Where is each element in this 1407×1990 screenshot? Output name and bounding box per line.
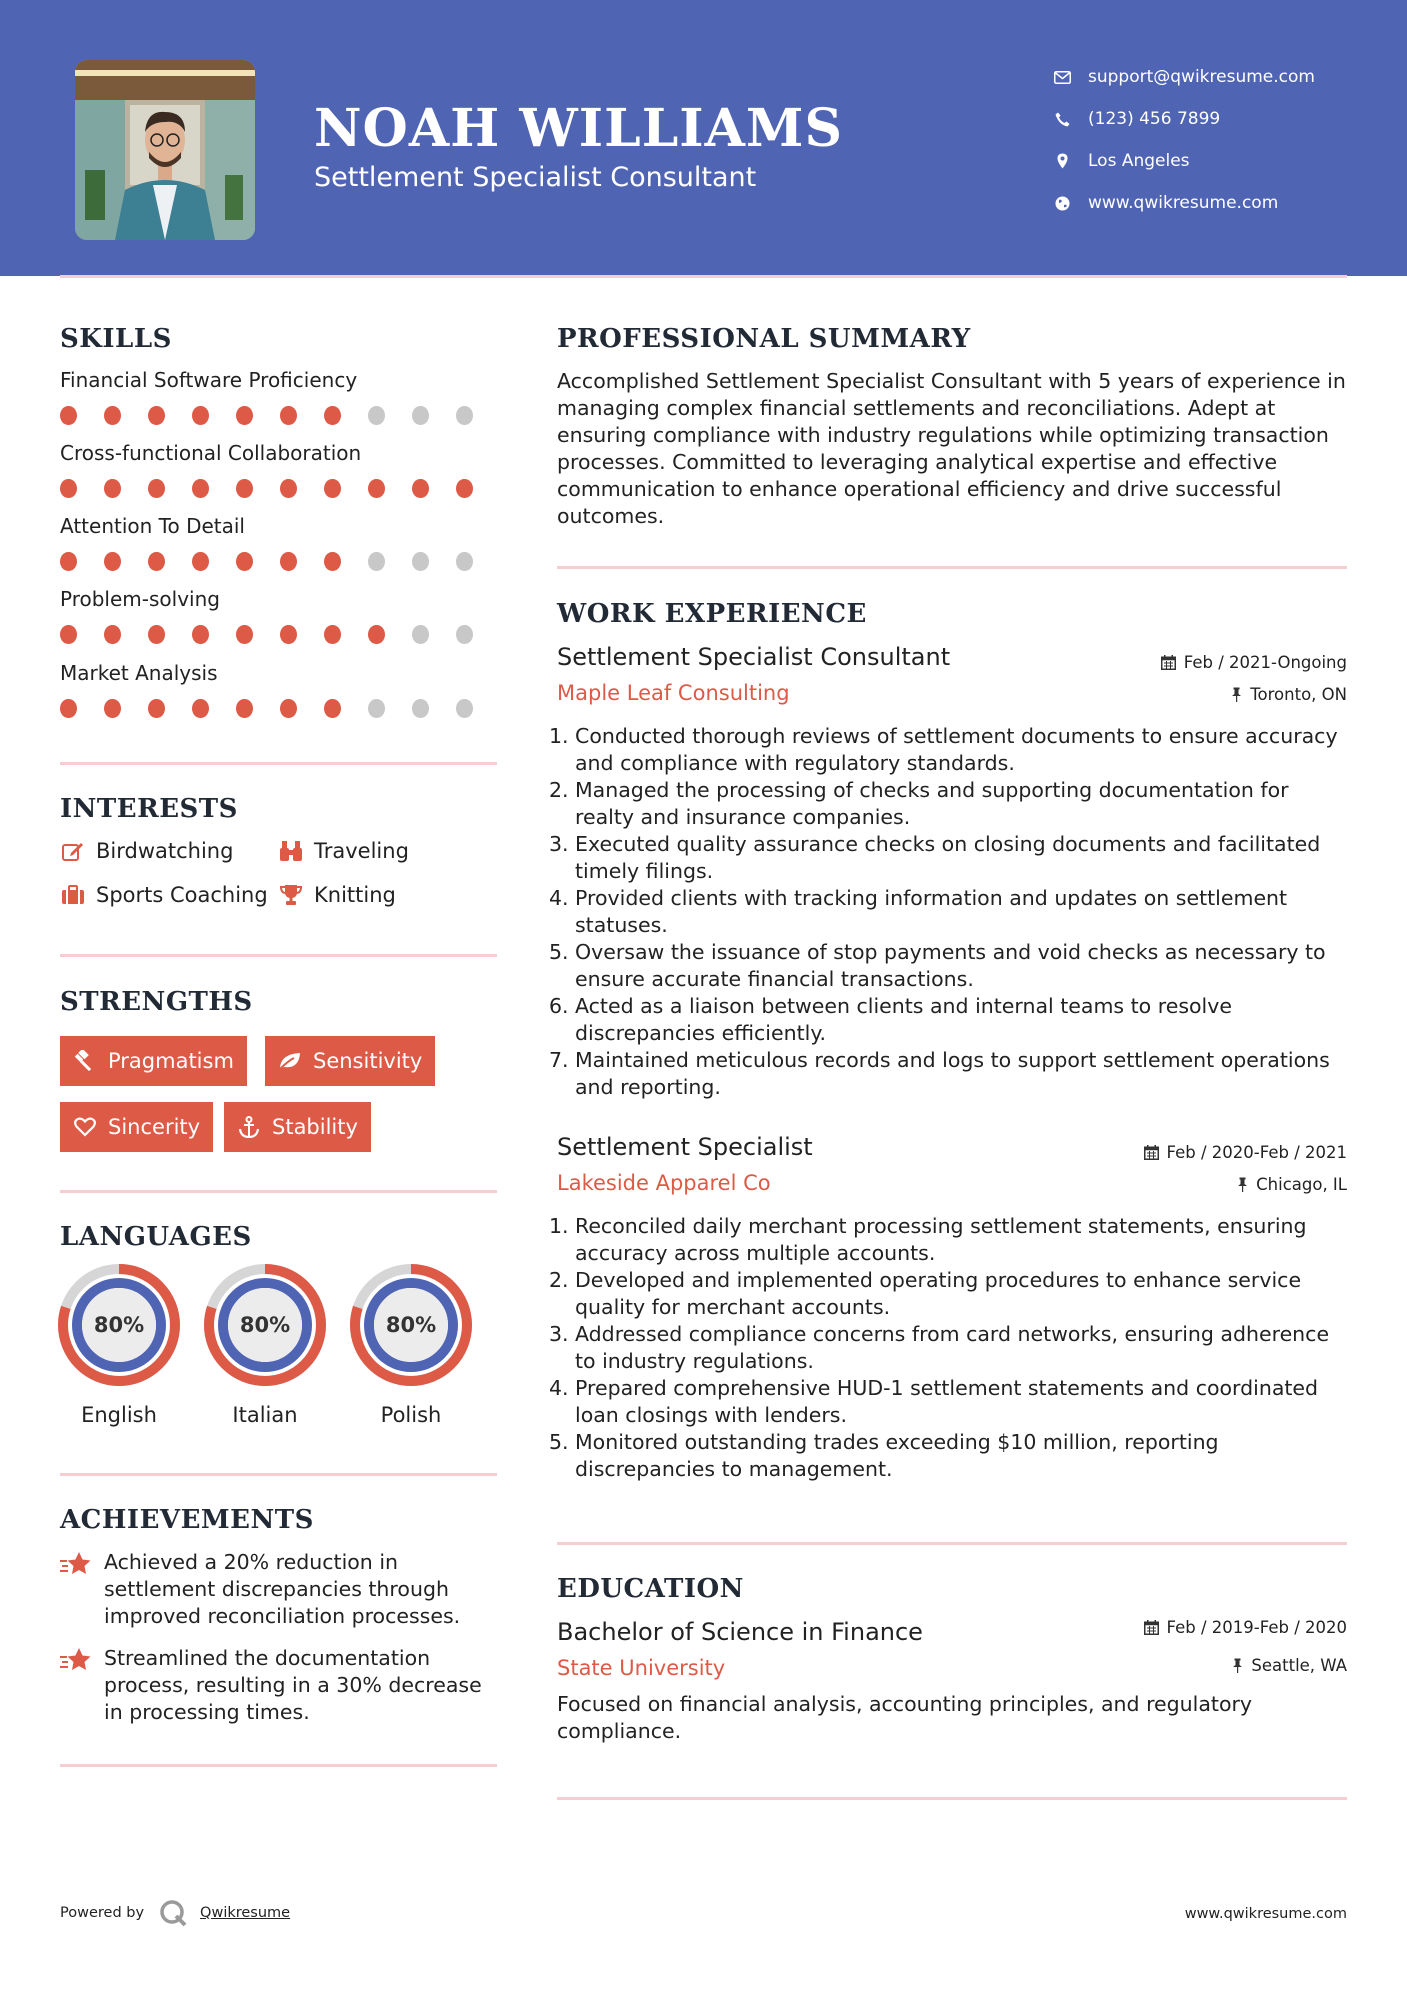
achievement-item	[60, 1645, 500, 1726]
anchor-icon	[236, 1116, 262, 1138]
skill-name: Problem-solving	[60, 587, 220, 611]
skill-name: Market Analysis	[60, 661, 218, 685]
skill-name: Financial Software Proficiency	[60, 368, 358, 392]
achievement-item	[60, 1549, 500, 1630]
contact-location-text: Los Angeles	[1088, 151, 1190, 171]
rating-dot-empty	[456, 699, 473, 718]
gavel-icon	[72, 1050, 98, 1072]
rating-dot-filled	[280, 552, 297, 571]
strength-label: Stability	[272, 1115, 358, 1139]
rating-dot-filled	[192, 406, 209, 425]
language-item	[203, 1263, 327, 1427]
interests-heading: INTERESTS	[60, 794, 238, 824]
language-percent: 80%	[385, 1313, 437, 1337]
duty-item: 4. Prepared comprehensive HUD-1 settlement statements and coordinated loan closings with lenders.	[549, 1376, 1319, 1427]
strength-tag	[224, 1102, 371, 1152]
skill-rating	[60, 479, 500, 498]
candidate-title: Settlement Specialist Consultant	[314, 162, 757, 193]
star-icon	[60, 1551, 92, 1630]
rating-dot-filled	[236, 406, 253, 425]
skill-item	[60, 661, 500, 718]
achievement-text: Achieved a 20% reduction in settlement discrepancies through improved reconciliation processes.	[104, 1550, 461, 1628]
envelope-icon	[1050, 71, 1074, 84]
school-name: State University	[557, 1656, 726, 1680]
rating-dot-empty	[368, 552, 385, 571]
qwikresume-link[interactable]: Qwikresume	[200, 1905, 291, 1921]
job-dates	[1161, 653, 1347, 672]
education-dates	[1144, 1618, 1347, 1637]
interest-label: Birdwatching	[96, 839, 234, 863]
skill-rating	[60, 552, 500, 571]
strength-tag	[60, 1102, 213, 1152]
education-location	[1232, 1656, 1347, 1675]
rating-dot-filled	[60, 479, 77, 498]
job-dates	[1144, 1143, 1347, 1162]
skills-divider	[60, 762, 497, 765]
rating-dot-filled	[148, 406, 165, 425]
rating-dot-filled	[368, 625, 385, 644]
rating-dot-empty	[412, 406, 429, 425]
calendar-icon	[1144, 1620, 1159, 1635]
duty-item: 7. Maintained meticulous records and logs to support settlement operations and reporting.	[549, 1048, 1330, 1099]
education-heading: EDUCATION	[557, 1574, 744, 1604]
skill-name: Attention To Detail	[60, 514, 245, 538]
summary-divider	[557, 566, 1347, 569]
strength-label: Sincerity	[108, 1115, 201, 1139]
strength-label: Sensitivity	[313, 1049, 423, 1073]
rating-dot-empty	[412, 552, 429, 571]
rating-dot-empty	[456, 406, 473, 425]
language-name: English	[81, 1403, 157, 1427]
resume-header	[0, 0, 1407, 276]
star-icon	[60, 1647, 92, 1726]
skill-item	[60, 441, 500, 498]
interest-label: Sports Coaching	[96, 883, 268, 907]
qwikresume-logo-icon	[158, 1898, 188, 1928]
job-location-text: Chicago, IL	[1256, 1175, 1347, 1194]
degree-title: Bachelor of Science in Finance	[557, 1618, 923, 1646]
contact-phone[interactable]	[1050, 98, 1315, 140]
rating-dot-filled	[280, 625, 297, 644]
rating-dot-filled	[60, 552, 77, 571]
language-ring	[349, 1263, 473, 1387]
duty-item: 2. Managed the processing of checks and supporting documentation for realty and insurance companies.	[549, 778, 1289, 829]
rating-dot-filled	[192, 699, 209, 718]
footer-powered-by	[60, 1898, 290, 1928]
job-dates-text: Feb / 2021-Ongoing	[1183, 653, 1347, 672]
achievements-heading: ACHIEVEMENTS	[60, 1505, 314, 1535]
strength-tag	[60, 1036, 247, 1086]
language-name: Polish	[380, 1403, 442, 1427]
education-dates-text: Feb / 2019-Feb / 2020	[1166, 1618, 1347, 1637]
languages-heading: LANGUAGES	[60, 1222, 252, 1252]
strength-tag	[265, 1036, 435, 1086]
rating-dot-empty	[412, 625, 429, 644]
duty-item: 2. Developed and implemented operating procedures to enhance service quality for merchant accounts.	[549, 1268, 1302, 1319]
experience-heading: WORK EXPERIENCE	[557, 599, 867, 629]
language-ring	[57, 1263, 181, 1387]
interest-item	[278, 838, 409, 864]
duty-item: 3. Executed quality assurance checks on closing documents and facilitated timely filings.	[549, 832, 1321, 883]
rating-dot-empty	[368, 406, 385, 425]
language-item	[57, 1263, 181, 1427]
contact-email-text: support@qwikresume.com	[1088, 67, 1315, 87]
leaf-icon	[277, 1051, 303, 1071]
rating-dot-filled	[324, 625, 341, 644]
education-location-text: Seattle, WA	[1251, 1656, 1347, 1675]
rating-dot-filled	[280, 479, 297, 498]
skills-heading: SKILLS	[60, 324, 172, 354]
rating-dot-filled	[324, 406, 341, 425]
rating-dot-filled	[60, 406, 77, 425]
job-title: Settlement Specialist Consultant	[557, 643, 951, 671]
rating-dot-filled	[456, 479, 473, 498]
duty-item: 5. Oversaw the issuance of stop payments and void checks as necessary to ensure accurate financial transactions.	[549, 940, 1326, 991]
summary-text: Accomplished Settlement Specialist Consultant with 5 years of experience in managing complex financial settlements and reconciliations. Adept at ensuring compliance with industry regulations while optimizing transaction processes. Committed to leveraging analytical expertise and effective communication to enhance operational efficiency and drive successful outcomes.	[557, 369, 1346, 528]
rating-dot-filled	[148, 699, 165, 718]
interest-item	[278, 882, 396, 908]
company-name: Lakeside Apparel Co	[557, 1171, 771, 1195]
rating-dot-filled	[148, 625, 165, 644]
strength-label: Pragmatism	[108, 1049, 234, 1073]
language-item	[349, 1263, 473, 1427]
rating-dot-filled	[148, 479, 165, 498]
skill-item	[60, 368, 500, 425]
contact-website-text: www.qwikresume.com	[1088, 193, 1279, 213]
contact-website[interactable]	[1050, 182, 1315, 224]
calendar-icon	[1144, 1145, 1159, 1160]
rating-dot-filled	[280, 406, 297, 425]
calendar-icon	[1161, 655, 1176, 670]
skill-name: Cross-functional Collaboration	[60, 441, 362, 465]
rating-dot-filled	[236, 625, 253, 644]
rating-dot-empty	[456, 552, 473, 571]
language-name: Italian	[232, 1403, 298, 1427]
pushpin-icon	[1237, 1177, 1248, 1192]
strengths-heading: STRENGTHS	[60, 987, 253, 1017]
contact-email[interactable]	[1050, 56, 1315, 98]
skill-rating	[60, 406, 500, 425]
duty-item: 4. Provided clients with tracking information and updates on settlement statuses.	[549, 886, 1288, 937]
interest-label: Knitting	[314, 883, 396, 907]
binoculars-icon	[278, 838, 304, 864]
rating-dot-filled	[280, 699, 297, 718]
duty-item: 1. Reconciled daily merchant processing settlement statements, ensuring accuracy across multiple accounts.	[549, 1214, 1307, 1265]
duty-item: 1. Conducted thorough reviews of settlement documents to ensure accuracy and compliance with regulatory standards.	[549, 724, 1338, 775]
job-location	[1231, 685, 1347, 704]
skill-item	[60, 514, 500, 571]
rating-dot-filled	[104, 699, 121, 718]
rating-dot-filled	[236, 699, 253, 718]
interests-divider	[60, 954, 497, 957]
rating-dot-filled	[192, 479, 209, 498]
strengths-divider	[60, 1190, 497, 1193]
achievement-text: Streamlined the documentation process, resulting in a 30% decrease in processing times.	[104, 1646, 482, 1724]
rating-dot-filled	[236, 552, 253, 571]
map-pin-icon	[1050, 153, 1074, 169]
experience-divider	[557, 1542, 1347, 1545]
rating-dot-filled	[60, 699, 77, 718]
rating-dot-filled	[324, 552, 341, 571]
education-description: Focused on financial analysis, accounting principles, and regulatory compliance.	[557, 1692, 1253, 1743]
language-percent: 80%	[239, 1313, 291, 1337]
pushpin-icon	[1232, 1658, 1243, 1673]
rating-dot-empty	[412, 699, 429, 718]
contact-location	[1050, 140, 1315, 182]
job-duties	[549, 723, 1347, 1101]
job-title: Settlement Specialist	[557, 1133, 813, 1161]
language-ring	[203, 1263, 327, 1387]
duty-item: 3. Addressed compliance concerns from card networks, ensuring adherence to industry regulations.	[549, 1322, 1330, 1373]
language-percent: 80%	[93, 1313, 145, 1337]
languages-divider	[60, 1473, 497, 1476]
candidate-name: NOAH WILLIAMS	[314, 98, 844, 159]
summary-heading: PROFESSIONAL SUMMARY	[557, 324, 971, 354]
rating-dot-filled	[104, 625, 121, 644]
pushpin-icon	[1231, 687, 1242, 702]
rating-dot-filled	[192, 625, 209, 644]
phone-icon	[1050, 112, 1074, 127]
interest-item	[60, 838, 233, 864]
duty-item: 5. Monitored outstanding trades exceeding $10 million, reporting discrepancies to management.	[549, 1430, 1219, 1481]
skill-rating	[60, 625, 500, 644]
rating-dot-filled	[324, 479, 341, 498]
contact-list	[1050, 56, 1315, 224]
rating-dot-filled	[236, 479, 253, 498]
rating-dot-filled	[104, 479, 121, 498]
job-location-text: Toronto, ON	[1250, 685, 1347, 704]
powered-by-text: Powered by	[60, 1905, 145, 1921]
profile-photo	[75, 60, 255, 240]
heart-icon	[72, 1117, 98, 1137]
job-duties	[549, 1213, 1347, 1483]
rating-dot-filled	[148, 552, 165, 571]
contact-phone-text: (123) 456 7899	[1088, 109, 1221, 129]
job-dates-text: Feb / 2020-Feb / 2021	[1166, 1143, 1347, 1162]
rating-dot-filled	[324, 699, 341, 718]
interest-label: Traveling	[314, 839, 409, 863]
skill-rating	[60, 699, 500, 718]
rating-dot-filled	[60, 625, 77, 644]
rating-dot-filled	[104, 552, 121, 571]
rating-dot-empty	[368, 699, 385, 718]
job-location	[1237, 1175, 1347, 1194]
trophy-icon	[278, 882, 304, 908]
interest-item	[60, 882, 268, 908]
duty-item: 6. Acted as a liaison between clients and internal teams to resolve discrepancies efficiently.	[549, 994, 1232, 1045]
achievements-divider	[60, 1764, 497, 1767]
rating-dot-filled	[192, 552, 209, 571]
briefcase-icon	[60, 882, 86, 908]
rating-dot-filled	[368, 479, 385, 498]
globe-icon	[1050, 196, 1074, 211]
rating-dot-filled	[104, 406, 121, 425]
pencil-square-icon	[60, 838, 86, 864]
education-divider	[557, 1797, 1347, 1800]
header-divider	[60, 275, 1347, 278]
skill-item	[60, 587, 500, 644]
footer-website[interactable]: www.qwikresume.com	[1184, 1906, 1347, 1922]
company-name: Maple Leaf Consulting	[557, 681, 790, 705]
rating-dot-empty	[456, 625, 473, 644]
rating-dot-filled	[412, 479, 429, 498]
